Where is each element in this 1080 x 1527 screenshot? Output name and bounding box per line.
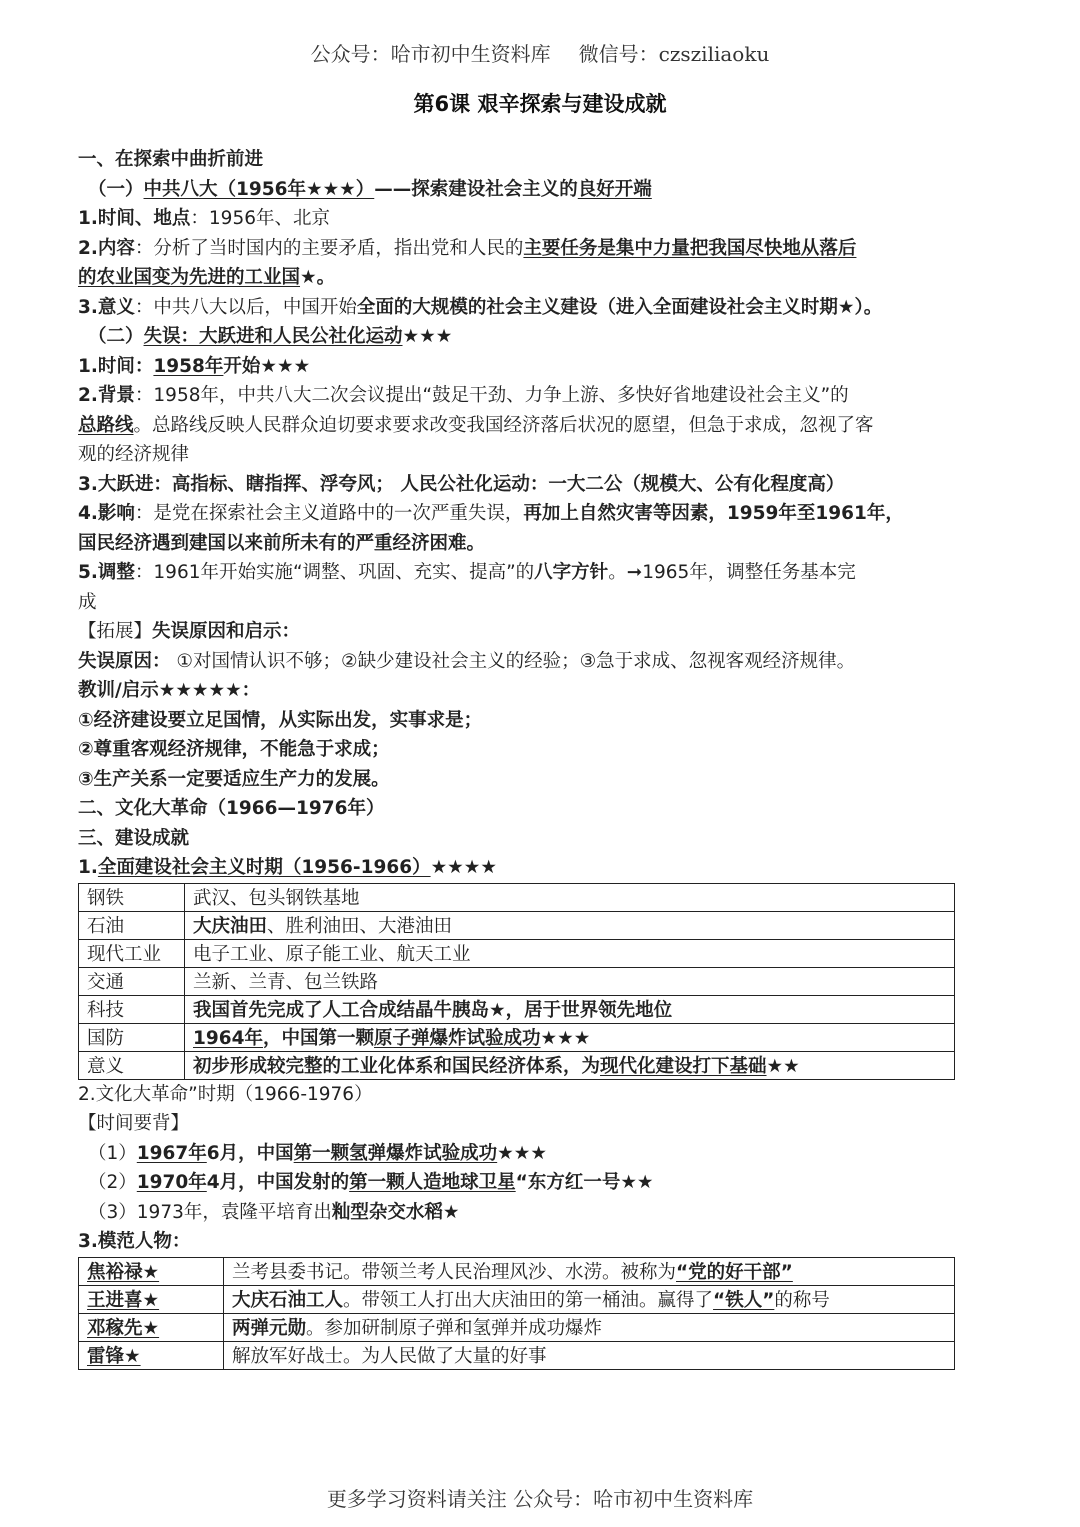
table-row: [79, 911, 955, 939]
text: ：1956年、北京: [190, 208, 330, 229]
text: 主要任务是集中力量把我国尽快地从落后: [523, 237, 857, 259]
table-cell: [224, 1257, 955, 1285]
table-row: [79, 1313, 955, 1341]
item-impact-cont: 国民经济遇到建国以来前所未有的严重经济困难。: [78, 532, 486, 554]
text: 籼型杂交水稻: [331, 1201, 443, 1223]
text: 八字方针: [534, 562, 609, 583]
text: 4月，中国发射的: [206, 1172, 350, 1193]
text: 总路线: [78, 414, 134, 436]
table-cell: 电子工业、原子能工业、航天工业: [185, 939, 955, 967]
text: 。➞1965年，调整任务基本完: [608, 562, 856, 583]
table-row: [79, 1341, 955, 1369]
lesson-item: ②尊重客观经济规律，不能急于求成；: [78, 739, 390, 760]
table-cell: 交通: [79, 967, 185, 995]
text: 1964年: [193, 1028, 263, 1049]
text: 全面建设社会主义时期（1956-1966）: [97, 857, 431, 878]
text: 2.背景: [78, 385, 135, 406]
text: 现代化建设打下基础: [600, 1056, 767, 1077]
text: 失误原因和启示：: [152, 621, 301, 642]
table-row: [79, 883, 955, 911]
page-title: 第6课 艰辛探索与建设成就: [413, 92, 667, 116]
text: ★★: [620, 1172, 654, 1193]
table-row: [79, 1051, 955, 1079]
text: 、胜利油田、大港油田: [267, 916, 453, 937]
text: 。总路线反映人民群众迫切要求要求改变我国经济落后状况的愿望，但急于求成，忽视了客: [133, 414, 874, 436]
table-cell: 武汉、包头钢铁基地: [185, 883, 955, 911]
table-cell: 焦裕禄★: [79, 1257, 224, 1285]
memorize-item: [78, 1198, 1008, 1228]
table-row: [79, 995, 955, 1023]
document-body: [78, 145, 1008, 1370]
page-header: [0, 38, 1080, 67]
text: 1.时间：: [78, 355, 154, 377]
table-row: [79, 967, 955, 995]
text: 1970年: [136, 1172, 207, 1193]
subsection-1: [78, 175, 1008, 205]
role-models-subtitle: 3.模范人物：: [78, 1231, 191, 1252]
text: （二）: [88, 326, 144, 347]
subsection-2: [78, 322, 1008, 352]
section-2-heading: 二、文化大革命（1966—1976年）: [78, 798, 385, 819]
item-time-place: [78, 204, 1008, 234]
text: 开始★★★: [223, 355, 311, 377]
item-adjust: [78, 558, 1008, 588]
text: ：1958年，中共八大二次会议提出“鼓足干劲、力争上游、多快好省地建设社会主义”的: [134, 385, 849, 406]
text: 1.时间、地点: [78, 208, 191, 229]
text: 的称号: [774, 1290, 830, 1311]
table-cell: 国防: [79, 1023, 185, 1051]
table-row: [79, 1023, 955, 1051]
text: ：是党在探索社会主义道路中的一次严重失误，: [134, 503, 524, 524]
table-cell: 邓稼先★: [79, 1313, 224, 1341]
text: ★★★: [497, 1142, 547, 1164]
text: ①对国情认识不够；②缺少建设社会主义的经验；③急于求成、忽视客观经济规律。: [170, 650, 856, 672]
table-cell: 兰新、兰青、包兰铁路: [185, 967, 955, 995]
text: 3.意义: [78, 296, 135, 318]
table-cell: 石油: [79, 911, 185, 939]
text: 的农业国变为先进的工业国: [78, 267, 301, 288]
text: 第一颗人造地球卫星: [349, 1172, 516, 1193]
text: 中共八大（1956年★★★）: [143, 178, 375, 200]
item-adjust-cont: 成: [78, 591, 97, 613]
text: ：1961年开始实施“调整、巩固、充实、提高”的: [134, 562, 535, 583]
text: 全面的大规模的社会主义建设（进入全面建设社会主义时期★）。: [356, 296, 883, 318]
role-models-table: [78, 1257, 955, 1370]
text: 第一颗氢弹爆炸试验成功: [293, 1142, 498, 1164]
text: ★★: [766, 1056, 800, 1077]
text: ——探索建设社会主义的: [374, 178, 578, 200]
lesson-item: ③生产关系一定要适应生产力的发展。: [78, 768, 390, 790]
item-great-leap: 3.大跃进：高指标、瞎指挥、浮夸风； 人民公社化运动：一大二公（规模大、公有化程度高）: [78, 473, 845, 495]
table-cell: 钢铁: [79, 883, 185, 911]
text: 1973年，袁隆平培育出: [136, 1201, 332, 1223]
cultural-revolution-subtitle: 2.文化大革命”时期（1966-1976）: [78, 1083, 373, 1105]
table-cell: 王进喜★: [79, 1285, 224, 1313]
table-cell: 意义: [79, 1051, 185, 1079]
text: 【拓展】: [78, 621, 153, 642]
table-cell: [185, 1023, 955, 1051]
table-row: [79, 939, 955, 967]
text: （1）: [88, 1142, 137, 1164]
memorize-item: [78, 1139, 1008, 1169]
text: 兰考县委书记。带领兰考人民治理风沙、水涝。被称为: [232, 1262, 677, 1283]
text: 。带领工人打出大庆油田的第一桶油。赢得了: [343, 1290, 714, 1311]
text: （2）: [88, 1172, 137, 1193]
text: ，中国第一颗: [263, 1028, 375, 1049]
table-1-title: [78, 853, 1008, 883]
text: 再加上自然灾害等因素，1959年至1961年，: [523, 503, 904, 524]
text: 两弹元勋: [232, 1318, 307, 1339]
achievements-table: [78, 883, 955, 1080]
lesson-item: ①经济建设要立足国情，从实际出发，实事求是；: [78, 709, 483, 731]
text: “党的好干部”: [676, 1262, 793, 1283]
text: ：中共八大以后，中国开始: [134, 296, 357, 318]
item-background-cont: [78, 411, 1008, 441]
item-content: [78, 234, 1008, 264]
memorize-heading: 【时间要背】: [78, 1113, 190, 1134]
text: ★: [442, 1201, 460, 1223]
text: ★。: [300, 267, 336, 288]
text: 1.: [78, 857, 98, 878]
table-cell: [185, 911, 955, 939]
text: ：分析了当时国内的主要矛盾，指出党和人民的: [134, 237, 524, 259]
text: ★★★: [402, 326, 453, 347]
table-row: [79, 1257, 955, 1285]
text: 良好开端: [577, 178, 652, 200]
text: （一）: [88, 178, 144, 200]
header-wechat: 微信号：czsziliaoku: [578, 42, 770, 66]
table-row: [79, 1285, 955, 1313]
section-1-heading: 一、在探索中曲折前进: [78, 149, 264, 170]
table-cell: [224, 1285, 955, 1313]
mistake-causes: [78, 647, 1008, 677]
table-cell: [224, 1313, 955, 1341]
text: ★★★★: [430, 857, 497, 878]
item-content-cont: [78, 263, 1008, 293]
text: “铁人”: [713, 1290, 775, 1311]
text: 。参加研制原子弹和氢弹并成功爆炸: [306, 1318, 603, 1339]
table-cell: 我国首先完成了人工合成结晶牛胰岛★，居于世界领先地位: [185, 995, 955, 1023]
text: 失误原因：: [78, 650, 171, 672]
item-background-cont2: 观的经济规律: [78, 444, 190, 465]
table-cell: [185, 1051, 955, 1079]
text: 5.调整: [78, 562, 135, 583]
table-cell: 雷锋★: [79, 1341, 224, 1369]
lesson-heading: 教训/启示★★★★★：: [78, 680, 261, 701]
text: 失误：大跃进和人民公社化运动: [143, 326, 403, 347]
section-3-heading: 三、建设成就: [78, 827, 190, 849]
text: 2.内容: [78, 237, 135, 259]
text: 1967年: [136, 1142, 207, 1164]
extension-heading: [78, 617, 1008, 647]
text: 4.影响: [78, 503, 135, 524]
text: 初步形成较完整的工业化体系和国民经济体系，为: [193, 1056, 601, 1077]
text: 大庆油田: [193, 916, 268, 937]
text: 1958年: [153, 355, 224, 377]
item-time: [78, 352, 1008, 382]
page-footer: 更多学习资料请关注 公众号：哈市初中生资料库: [326, 1487, 754, 1511]
text: 6月，中国: [206, 1142, 294, 1164]
text: ★★★: [540, 1028, 591, 1049]
item-significance: [78, 293, 1008, 323]
table-cell: 科技: [79, 995, 185, 1023]
item-background: [78, 381, 1008, 411]
text: 原子弹爆炸试验成功: [374, 1028, 541, 1049]
text: （3）: [88, 1201, 137, 1223]
table-cell: 现代工业: [79, 939, 185, 967]
header-account: 公众号：哈市初中生资料库: [310, 42, 551, 66]
table-cell: 解放军好战士。为人民做了大量的好事: [224, 1341, 955, 1369]
memorize-item: [78, 1168, 1008, 1198]
text: “东方红一号: [515, 1172, 621, 1193]
text: 大庆石油工人: [232, 1290, 344, 1311]
item-impact: [78, 499, 1008, 529]
